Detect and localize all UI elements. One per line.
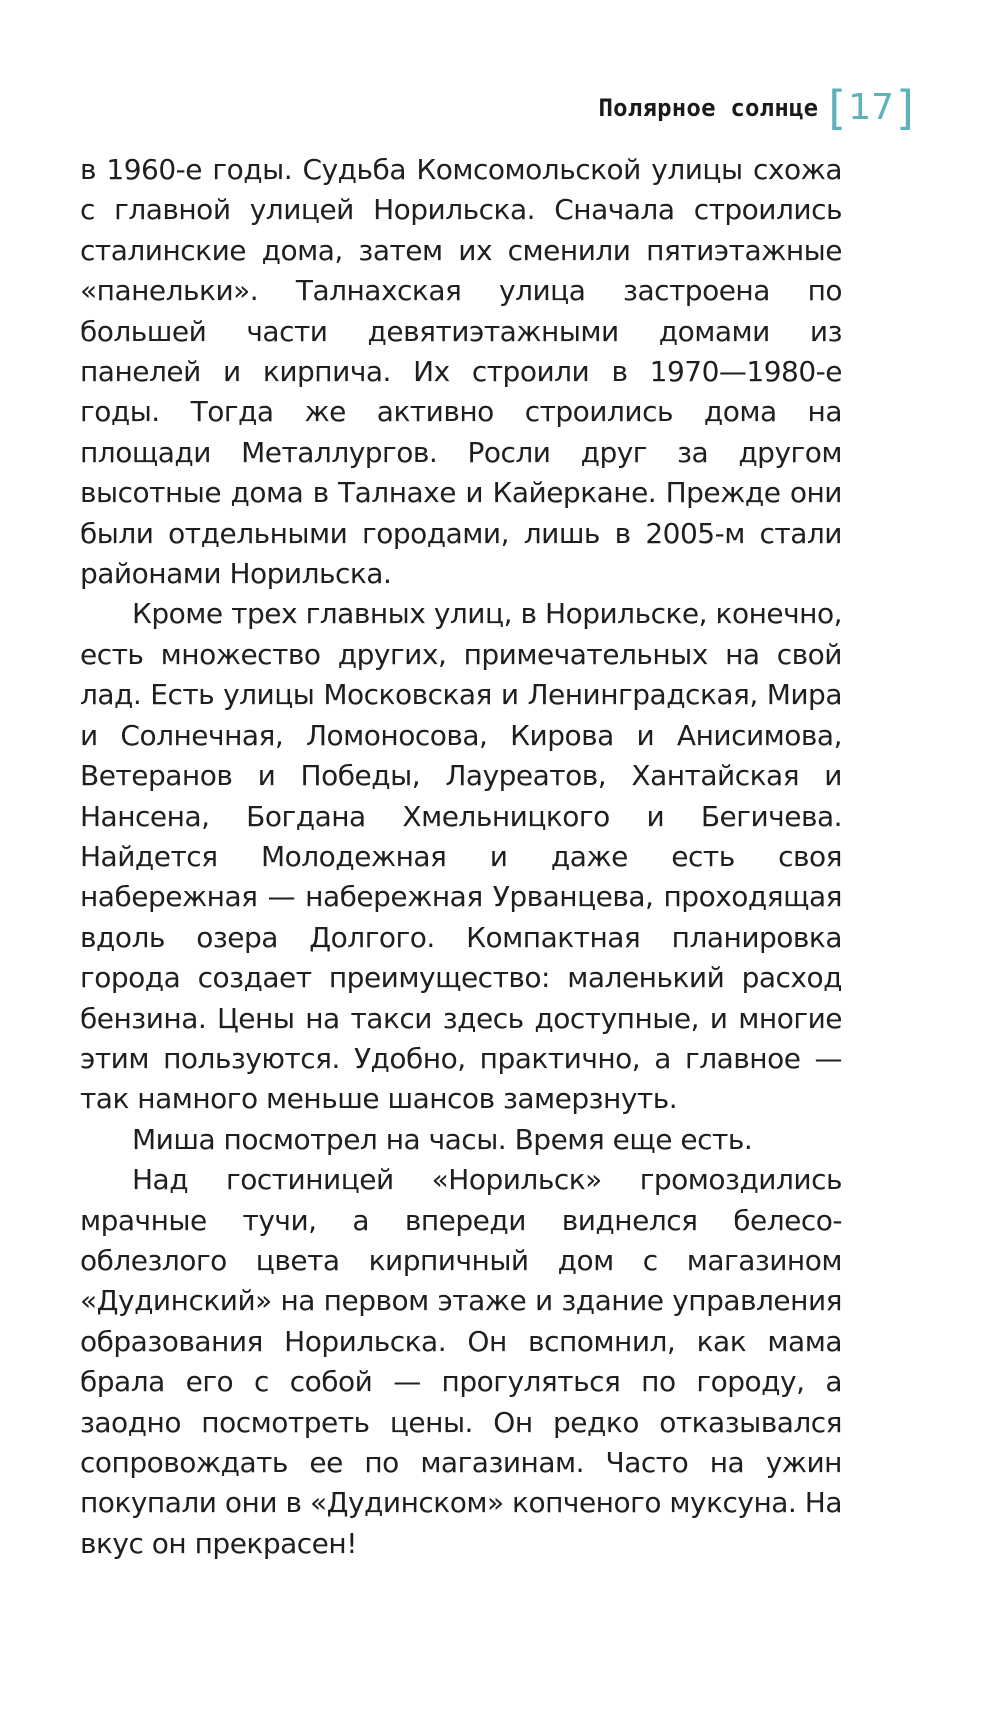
running-header — [599, 80, 914, 136]
page-number-box — [828, 81, 914, 135]
paragraph: Миша посмотрел на часы. Время еще есть. — [132, 1122, 753, 1156]
section-title: Полярное солнце — [598, 94, 819, 122]
paragraph: Кроме трех главных улиц, в Норильске, конечно, есть множество других, примечательных на свой лад. Есть улицы Московская и Ленинградская, Мира и Солнечная, Ломоносова, Кирова и Анисимова, Ветеранов и Победы, Лауреатов, Хантайская и Нансена, Богдана Хмельницкого и Бегичева. Найдется Молодежная и даже есть своя набережная — набережная Урванцева, проходящая вдоль озера Долгого. Компактная планировка города создает преимущество: маленький расход бензина. Цены на такси здесь доступные, и многие этим пользуются. Удобно, практично, а главное — так намного меньше шансов замерзнуть. — [80, 597, 842, 1116]
left-bracket-icon: [ — [828, 81, 847, 135]
right-bracket-icon: ] — [896, 81, 914, 135]
page-number: 17 — [848, 87, 895, 128]
paragraph: Над гостиницей «Норильск» громоздились мрачные тучи, а впереди виднелся белесо-облезлого цвета кирпичный дом с магазином «Дудинский» на первом этаже и здание управления образования Норильска. Он вспомнил, как мама брала его с собой — прогуляться по городу, а заодно посмотреть цены. Он редко отказывался сопровождать ее по магазинам. Часто на ужин покупали они в «Дудинском» копченого муксуна. На вкус он прекрасен! — [80, 1163, 842, 1560]
body-text — [80, 150, 842, 1564]
paragraph: в 1960-е годы. Судьба Комсомольской улицы схожа с главной улицей Норильска. Сначала строились сталинские дома, затем их сменили пятиэтажные «панельки». Талнахская улица застроена по большей части девятиэтажными домами из панелей и кирпича. Их строили в 1970—1980-е годы. Тогда же активно строились дома на площади Металлургов. Росли друг за другом высотные дома в Талнахе и Кайеркане. Прежде они были отдельными городами, лишь в 2005-м стали районами Норильска. — [80, 153, 842, 591]
